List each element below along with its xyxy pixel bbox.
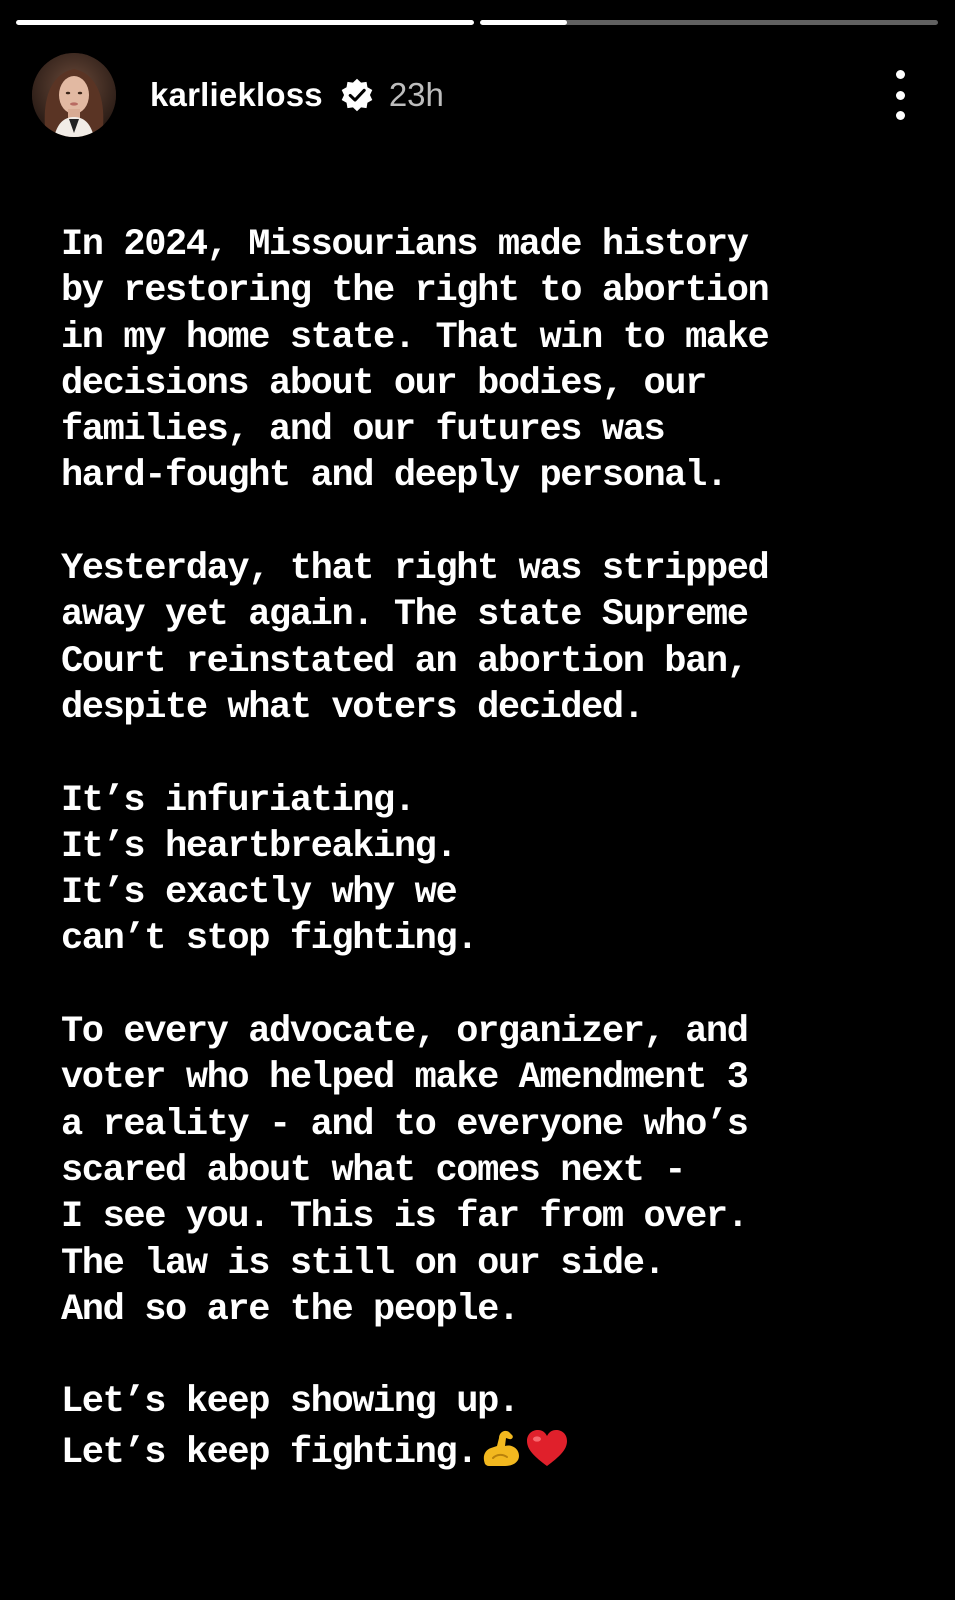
profile-photo-icon — [32, 53, 116, 137]
story-line — [61, 592, 941, 638]
progress-segment-1 — [16, 20, 474, 25]
flexed-biceps-icon — [479, 1426, 523, 1482]
more-dot — [896, 70, 905, 79]
story-line — [61, 1009, 941, 1055]
story-line-text: It’s heartbreaking. — [61, 825, 457, 868]
story-line — [61, 1379, 941, 1425]
story-line — [61, 407, 941, 453]
story-text — [61, 222, 941, 1528]
story-paragraph — [61, 1009, 941, 1333]
progress-fill-1 — [16, 20, 474, 25]
story-line-text: away yet again. The state Supreme — [61, 594, 748, 637]
story-line-text: can’t stop fighting. — [61, 918, 478, 961]
post-timestamp: 23h — [388, 76, 444, 113]
more-dot — [896, 111, 905, 120]
story-line-text: by restoring the right to abortion — [61, 270, 769, 313]
story-line — [61, 315, 941, 361]
story-line — [61, 1426, 941, 1482]
story-line — [61, 1148, 941, 1194]
story-paragraph — [61, 546, 941, 731]
story-line — [61, 1194, 941, 1240]
story-paragraph — [61, 778, 941, 963]
story-line-text: To every advocate, organizer, and — [61, 1011, 748, 1054]
story-line-text: despite what voters decided. — [61, 686, 644, 729]
username[interactable]: karliekloss — [150, 76, 323, 113]
story-line — [61, 824, 941, 870]
story-line — [61, 1287, 941, 1333]
story-header — [32, 52, 915, 138]
story-line-text: I see you. This is far from over. — [61, 1196, 748, 1239]
story-line — [61, 453, 941, 499]
story-line — [61, 639, 941, 685]
story-line-text: In 2024, Missourians made history — [61, 224, 748, 266]
progress-segment-2 — [480, 20, 938, 25]
story-line-text: The law is still on our side. — [61, 1242, 665, 1285]
story-line-text: hard-fought and deeply personal. — [61, 455, 727, 498]
story-line-text: Let’s keep showing up. — [61, 1381, 519, 1424]
story-line-text: Let’s keep fighting. — [61, 1431, 478, 1474]
story-line — [61, 1055, 941, 1101]
story-line-text: It’s exactly why we — [61, 872, 457, 915]
story-paragraph — [61, 1379, 941, 1482]
story-line-text: families, and our futures was — [61, 409, 665, 452]
story-line — [61, 222, 941, 268]
story-line — [61, 361, 941, 407]
red-heart-icon — [525, 1428, 569, 1482]
story-line-text: scared about what comes next - — [61, 1149, 686, 1192]
story-line — [61, 1102, 941, 1148]
story-line — [61, 685, 941, 731]
story-line-text: voter who helped make Amendment 3 — [61, 1057, 748, 1100]
story-line — [61, 778, 941, 824]
story-line-text: a reality - and to everyone who’s — [61, 1103, 748, 1146]
story-line — [61, 870, 941, 916]
story-line — [61, 268, 941, 314]
story-line-text: Court reinstated an abortion ban, — [61, 640, 748, 683]
avatar[interactable] — [32, 53, 116, 137]
story-progress-bar — [16, 20, 938, 25]
story-paragraph — [61, 222, 941, 500]
verified-badge-icon — [339, 77, 375, 113]
story-line-text: in my home state. That win to make — [61, 316, 769, 359]
more-vertical-icon[interactable] — [885, 70, 915, 120]
story-line-text: And so are the people. — [61, 1288, 519, 1331]
story-line — [61, 1241, 941, 1287]
story-line-text: It’s infuriating. — [61, 779, 415, 822]
more-dot — [896, 91, 905, 100]
story-line-text: Yesterday, that right was stripped — [61, 548, 769, 591]
progress-fill-2 — [480, 20, 567, 25]
story-line — [61, 916, 941, 962]
story-line — [61, 546, 941, 592]
story-line-text: decisions about our bodies, our — [61, 362, 706, 405]
